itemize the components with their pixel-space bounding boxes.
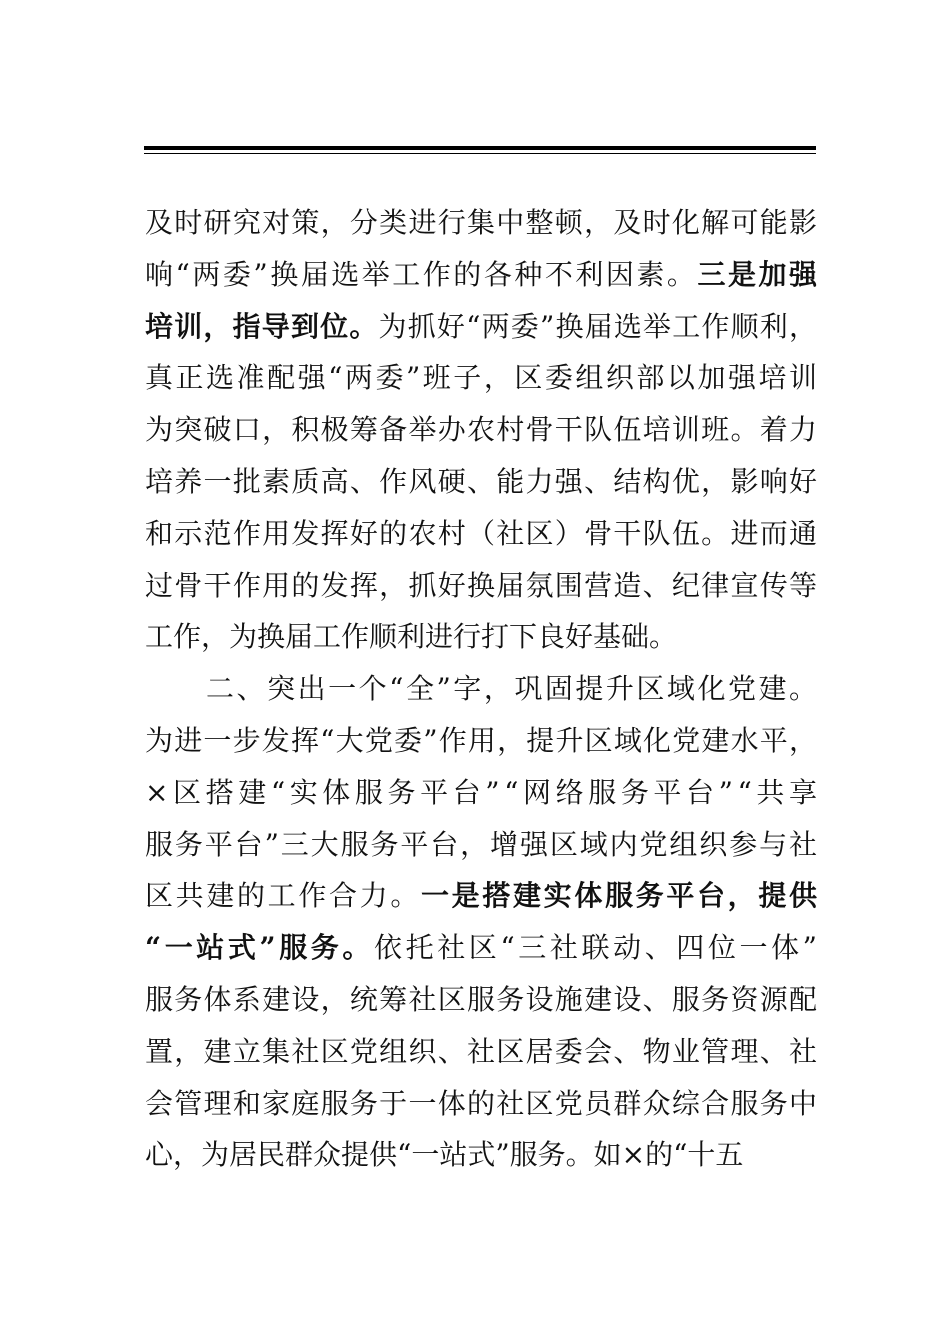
text-segment: 会管理和家庭服务于一体的社区党员群众综合服务中 xyxy=(145,1086,819,1120)
text-line xyxy=(145,611,817,663)
text-segment: 和示范作用发挥好的农村（社区）骨干队伍。进而通 xyxy=(145,516,819,550)
text-line xyxy=(145,1078,817,1130)
text-line xyxy=(145,715,817,767)
text-line xyxy=(145,974,817,1026)
text-segment: 培养一批素质高、作风硬、能力强、结构优，影响好 xyxy=(145,464,819,498)
text-line xyxy=(145,560,817,612)
text-segment: 为抓好“两委”换届选举工作顺利， xyxy=(378,309,819,343)
text-line xyxy=(145,1129,817,1181)
bold-text-segment: 三是加强 xyxy=(697,257,820,291)
text-segment: 置，建立集社区党组织、社区居委会、物业管理、社 xyxy=(145,1034,819,1068)
text-line xyxy=(145,663,820,715)
text-segment: 依托社区“三社联动、四位一体” xyxy=(374,931,821,965)
text-line xyxy=(145,197,817,249)
text-segment: 响“两委”换届选举工作的各种不利因素。 xyxy=(145,257,698,291)
text-segment: 心，为居民群众提供“一站式”服务。如×的“十五 xyxy=(145,1138,744,1172)
document-body xyxy=(145,197,822,1181)
text-line xyxy=(145,249,820,301)
text-line xyxy=(145,922,821,974)
text-line xyxy=(145,819,817,871)
text-line xyxy=(145,767,822,819)
text-segment: 服务体系建设，统筹社区服务设施建设、服务资源配 xyxy=(145,982,819,1016)
text-segment: 真正选准配强“两委”班子，区委组织部以加强培训 xyxy=(145,361,820,395)
text-line xyxy=(145,508,817,560)
text-line xyxy=(145,352,820,404)
text-line xyxy=(145,870,820,922)
text-segment: 服务平台”三大服务平台，增强区域内党组织参与社 xyxy=(145,827,819,861)
bold-text-segment: 一是搭建实体服务平台，提供 xyxy=(421,879,820,913)
header-rule-thick xyxy=(144,146,816,150)
text-segment: 区共建的工作合力。 xyxy=(145,879,421,913)
text-line xyxy=(145,1026,817,1078)
text-segment: 过骨干作用的发挥，抓好换届氛围营造、纪律宣传等 xyxy=(145,568,819,602)
text-segment: ×区搭建“实体服务平台”“网络服务平台”“共享 xyxy=(145,775,822,809)
text-line xyxy=(145,301,817,353)
text-segment: 二、突出一个“全”字，巩固提升区域化党建。 xyxy=(145,672,820,706)
header-rule-thin xyxy=(144,153,816,154)
bold-text-segment: 培训，指导到位。 xyxy=(145,309,379,343)
text-line xyxy=(145,404,817,456)
text-segment: 为进一步发挥“大党委”作用，提升区域化党建水平， xyxy=(145,723,819,757)
text-segment: 工作，为换届工作顺利进行打下良好基础。 xyxy=(145,620,678,654)
bold-text-segment: “一站式”服务。 xyxy=(145,931,374,965)
text-segment: 为突破口，积极筹备举办农村骨干队伍培训班。着力 xyxy=(145,413,819,447)
text-segment: 及时研究对策，分类进行集中整顿，及时化解可能影 xyxy=(145,206,819,239)
text-line xyxy=(145,456,817,508)
